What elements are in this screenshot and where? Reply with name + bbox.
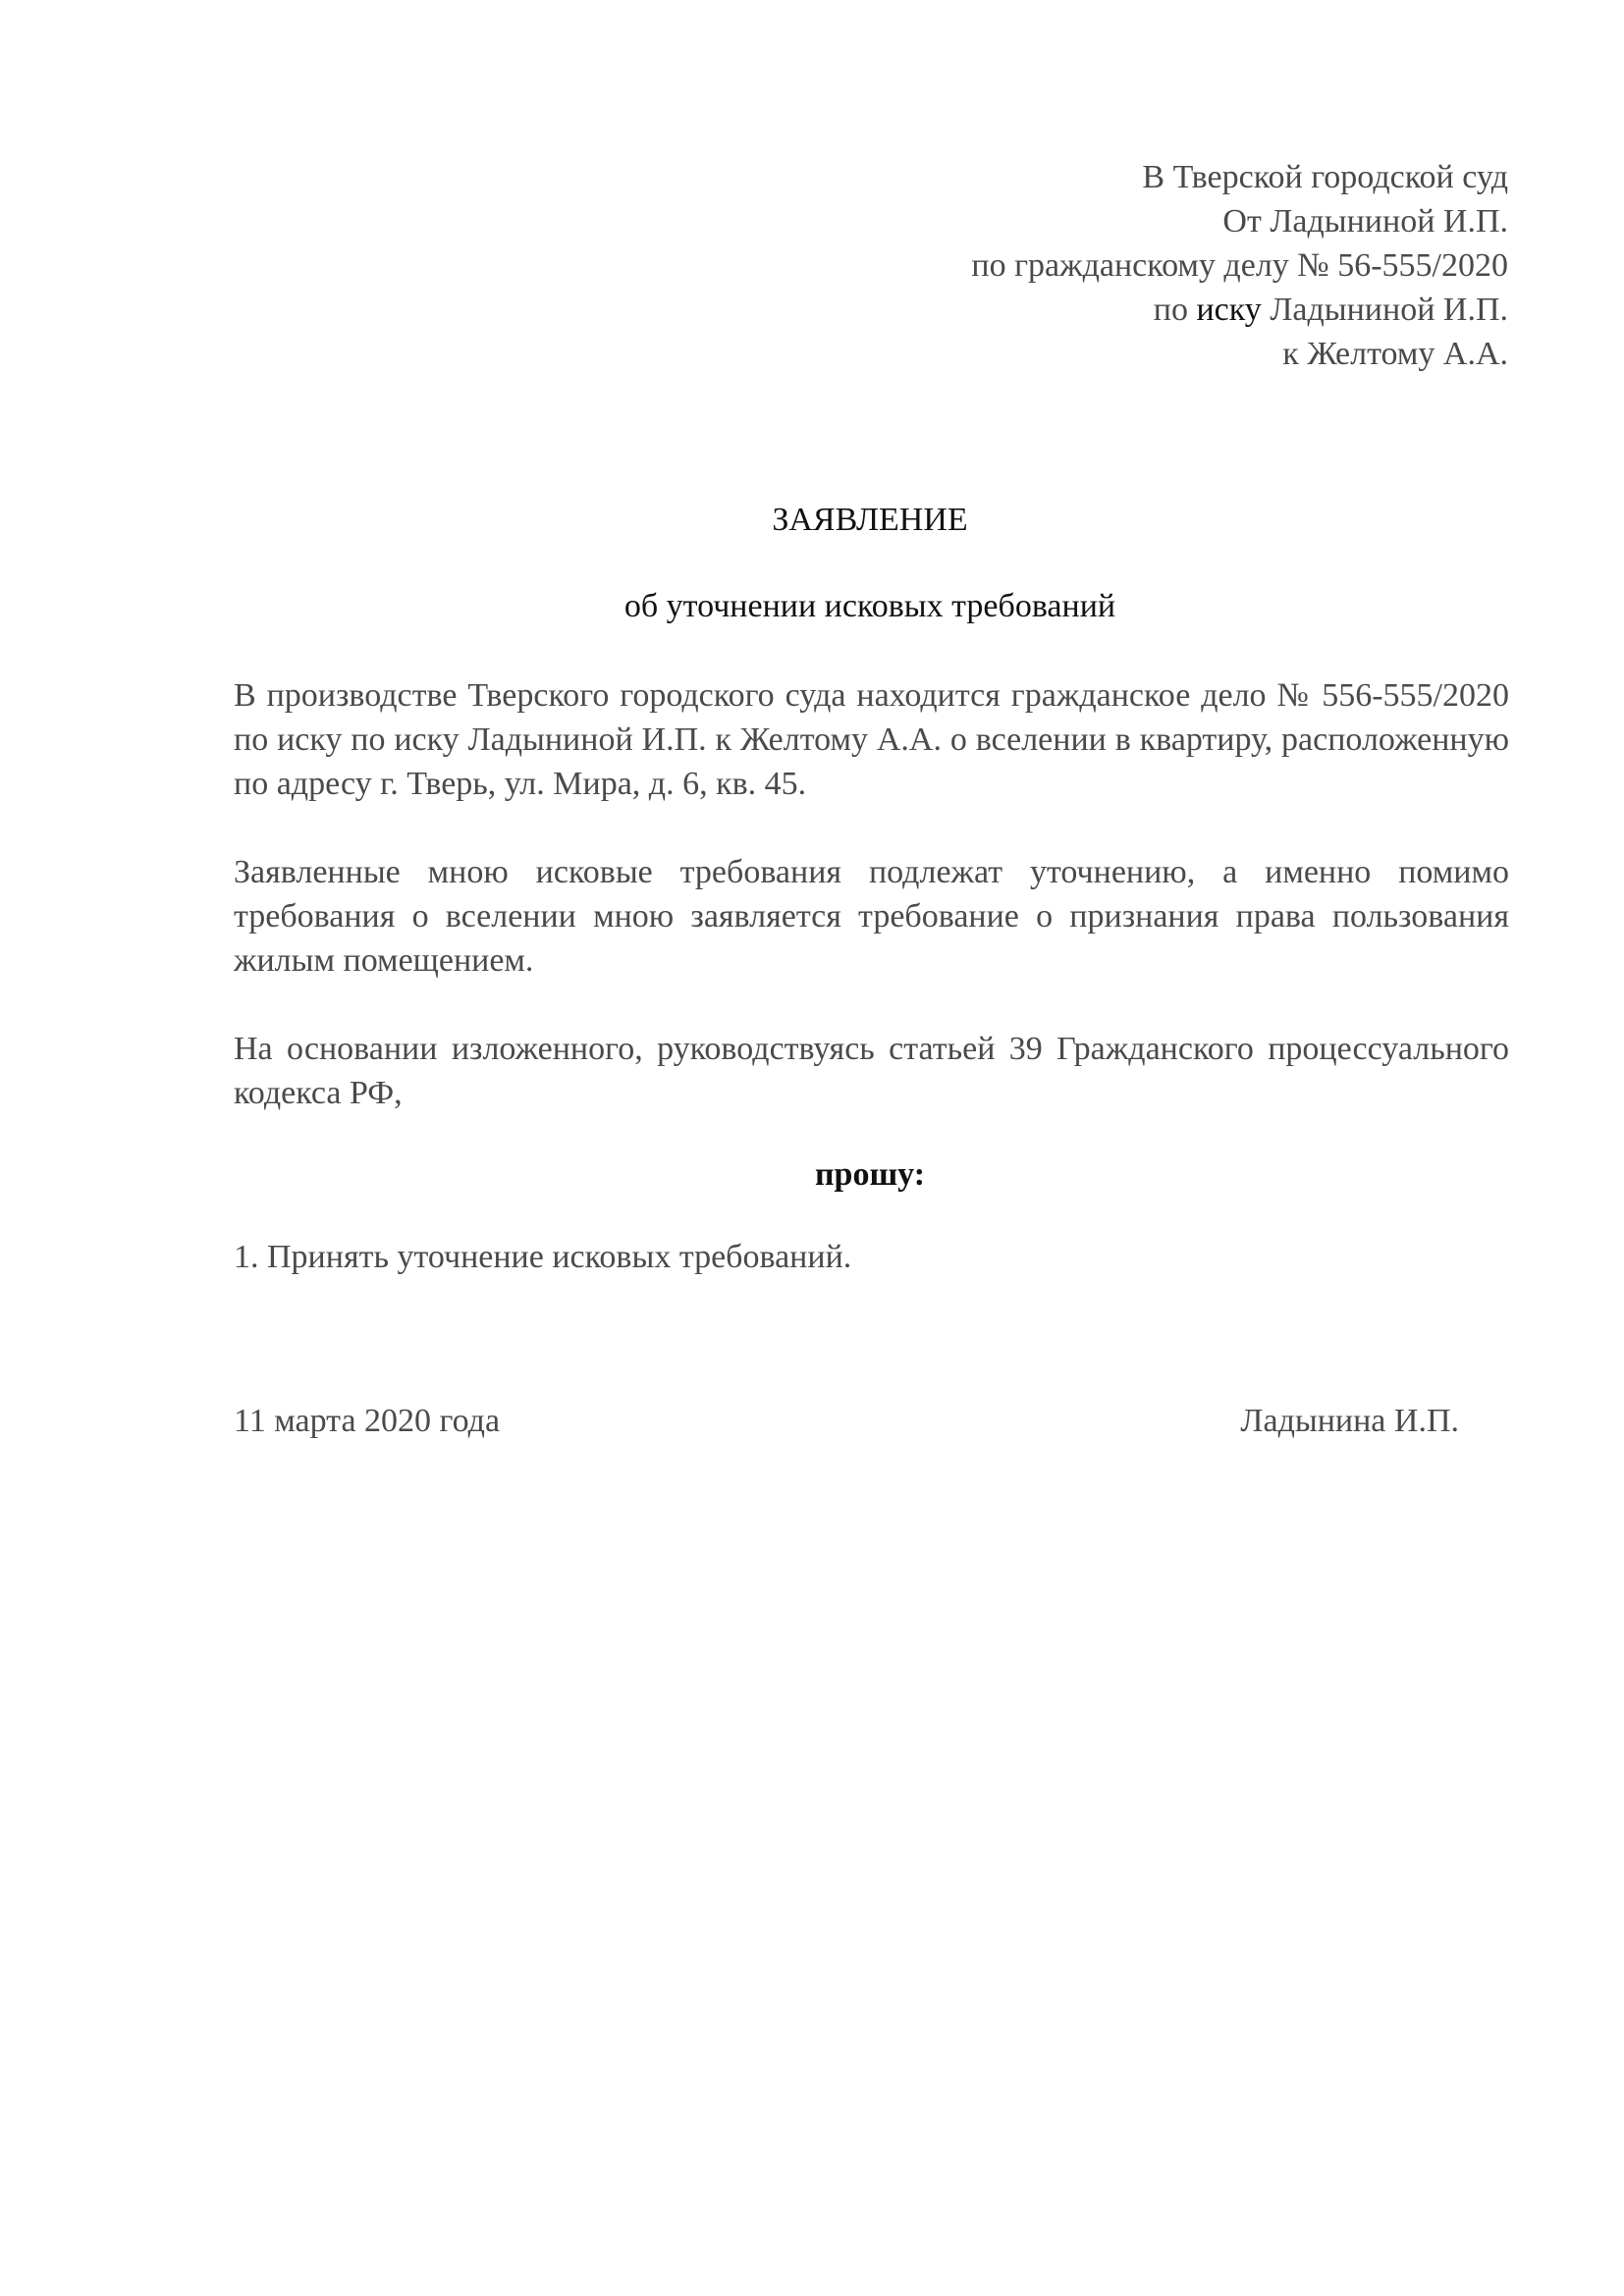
addressee-claim [971,288,1508,332]
document-subtitle: об уточнении исковых требований [623,588,1116,624]
claim-word: иску [1196,292,1262,328]
claim-suffix: Ладыниной И.П. [1261,292,1508,328]
paragraph-claim-clarification: Заявленные мною исковые требования подлежат уточнению, а именно помимо требования о вселении мною заявляется требование о признания права пользования жилым помещением. [234,854,1509,979]
claim-prefix: по [1153,292,1197,328]
addressee-court: В Тверской городской суд [1142,159,1508,195]
request-heading: прошу: [814,1156,926,1193]
signature-date: 11 марта 2020 года [234,1403,501,1439]
paragraph-case-info: В производстве Тверского городского суда находится гражданское дело № 556-555/2020 по иску по иску Ладыниной И.П. к Желтому А.А. о вселении в квартиру, расположенную по адресу г. Тверь, ул. Мира, д. 6, кв. 45. [234,677,1509,802]
paragraph-legal-basis: На основании изложенного, руководствуясь статьей 39 Гражданского процессуального кодекса РФ, [234,1031,1509,1111]
addressee-from: От Ладыниной И.П. [1222,203,1508,240]
addressee-block [971,155,1508,376]
addressee-case: по гражданскому делу № 56-555/2020 [971,247,1508,284]
signature-name: Ладынина И.П. [1240,1403,1459,1439]
document-title: ЗАЯВЛЕНИЕ [772,502,968,538]
request-item: 1. Принять уточнение исковых требований. [234,1239,852,1275]
addressee-defendant: к Желтому А.А. [1282,336,1508,372]
